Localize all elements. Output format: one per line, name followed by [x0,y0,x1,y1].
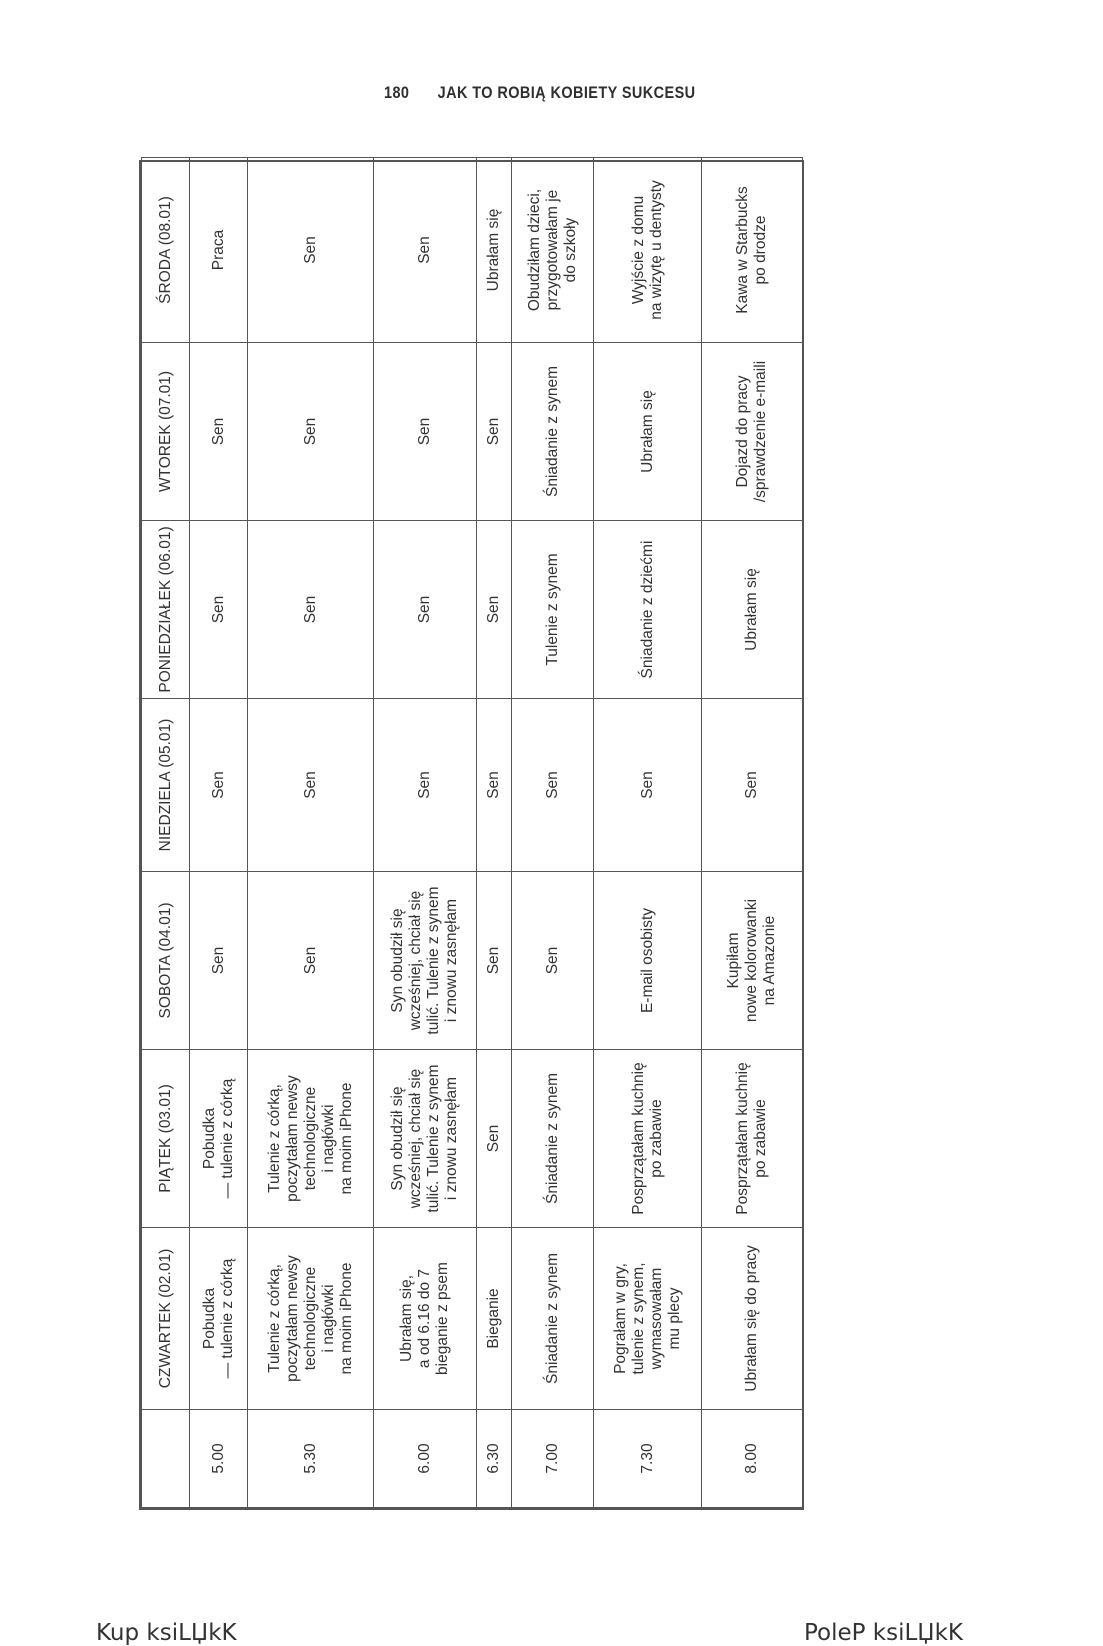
column-header-monday: PONIEDZIAŁEK (06.01) [142,521,190,699]
table-cell: Syn obudził się wcześniej, chciał się tulić. Tulenie z synem i znowu zasnęłam [374,872,477,1050]
table-cell: Tulenie z córką, poczytałam newsy technologiczne i nagłówki na moim iPhone [248,1050,374,1228]
table-cell: Posprzątałam kuchnię po zabawie [702,1050,803,1228]
column-header [142,1410,190,1508]
column-header-thursday: CZWARTEK (02.01) [142,1228,190,1410]
page-number: 180 [384,83,410,102]
recommend-book-link[interactable]: PoleP ksiLЏkK [803,1620,963,1646]
table-cell: Syn obudził się wcześniej, chciał się tulić. Tulenie z synem i znowu zasnęłam [374,1050,477,1228]
time-cell: 6.00 [374,1410,477,1508]
table-cell: Tulenie z córką, poczytałam newsy technologiczne i nagłówki na moim iPhone [248,1228,374,1410]
table-cell: Obudziłam dzieci, przygotowałam je do szkoły [512,158,594,343]
time-cell: 7.00 [512,1410,594,1508]
table-cell: Śniadanie z synem [512,1050,594,1228]
time-cell: 5.00 [190,1410,248,1508]
time-cell: 8.00 [702,1410,803,1508]
table-cell: Sen [374,158,477,343]
table-cell: Sen [477,521,512,699]
time-cell: 6.30 [477,1410,512,1508]
table-row [477,158,512,1508]
table-cell: Posprzątałam kuchnię po zabawie [594,1050,702,1228]
table-cell: Sen [190,521,248,699]
table-cell: Sen [594,699,702,872]
table-cell: Sen [512,699,594,872]
table-cell: Śniadanie z synem [512,343,594,521]
column-header-saturday: SOBOTA (04.01) [142,872,190,1050]
table-cell: Sen [248,343,374,521]
time-cell: 5.30 [248,1410,374,1508]
running-header [384,83,695,103]
table-cell: Sen [512,872,594,1050]
table-cell: Sen [190,699,248,872]
table-cell: Sen [374,699,477,872]
table-cell: Sen [248,699,374,872]
table-cell: Pobudka — tulenie z córką [190,1228,248,1410]
table-cell: Sen [190,872,248,1050]
table-cell: Śniadanie z dziećmi [594,521,702,699]
table-row [702,158,803,1508]
table-cell: Ubrałam się [702,521,803,699]
schedule-table-frame [139,160,804,1510]
table-cell: Kupiłam nowe kolorowanki na Amazonie [702,872,803,1050]
table-cell: Sen [702,699,803,872]
table-cell: Sen [374,343,477,521]
column-header-sunday: NIEDZIELA (05.01) [142,699,190,872]
table-cell: Ubrałam się [594,343,702,521]
table-cell: Wyjście z domu na wizytę u dentysty [594,158,702,343]
table-cell: Sen [477,699,512,872]
table-row [374,158,477,1508]
table-cell: Sen [248,521,374,699]
book-title: JAK TO ROBIĄ KOBIETY SUKCESU [437,83,696,102]
table-cell: Sen [248,158,374,343]
table-cell: Dojazd do pracy /sprawdzenie e-maili [702,343,803,521]
table-cell: Pobudka — tulenie z córką [190,1050,248,1228]
table-row [512,158,594,1508]
table-cell: Pograłam w gry, tulenie z synem, wymasowałam mu plecy [594,1228,702,1410]
column-header-tuesday: WTOREK (07.01) [142,343,190,521]
table-cell: Ubrałam się do pracy [702,1228,803,1410]
buy-book-link[interactable]: Kup ksiLЏkK [96,1620,237,1646]
table-cell: Bieganie [477,1228,512,1410]
table-cell: Tulenie z synem [512,521,594,699]
table-row [248,158,374,1508]
schedule-table [141,157,803,1508]
table-cell: Ubrałam się [477,158,512,343]
table-cell: Sen [477,1050,512,1228]
table-cell: Praca [190,158,248,343]
table-cell: Sen [248,872,374,1050]
table-cell: Sen [477,872,512,1050]
table-cell: Sen [374,521,477,699]
table-cell: Sen [190,343,248,521]
table-header-row [142,158,190,1508]
time-cell: 7.30 [594,1410,702,1508]
table-cell: Śniadanie z synem [512,1228,594,1410]
column-header-wednesday: ŚRODA (08.01) [142,158,190,343]
table-row [190,158,248,1508]
table-cell: Sen [477,343,512,521]
column-header-friday: PIĄTEK (03.01) [142,1050,190,1228]
table-cell: Ubrałam się, a od 6.16 do 7 bieganie z psem [374,1228,477,1410]
table-cell: Kawa w Starbucks po drodze [702,158,803,343]
table-cell: E-mail osobisty [594,872,702,1050]
table-row [594,158,702,1508]
